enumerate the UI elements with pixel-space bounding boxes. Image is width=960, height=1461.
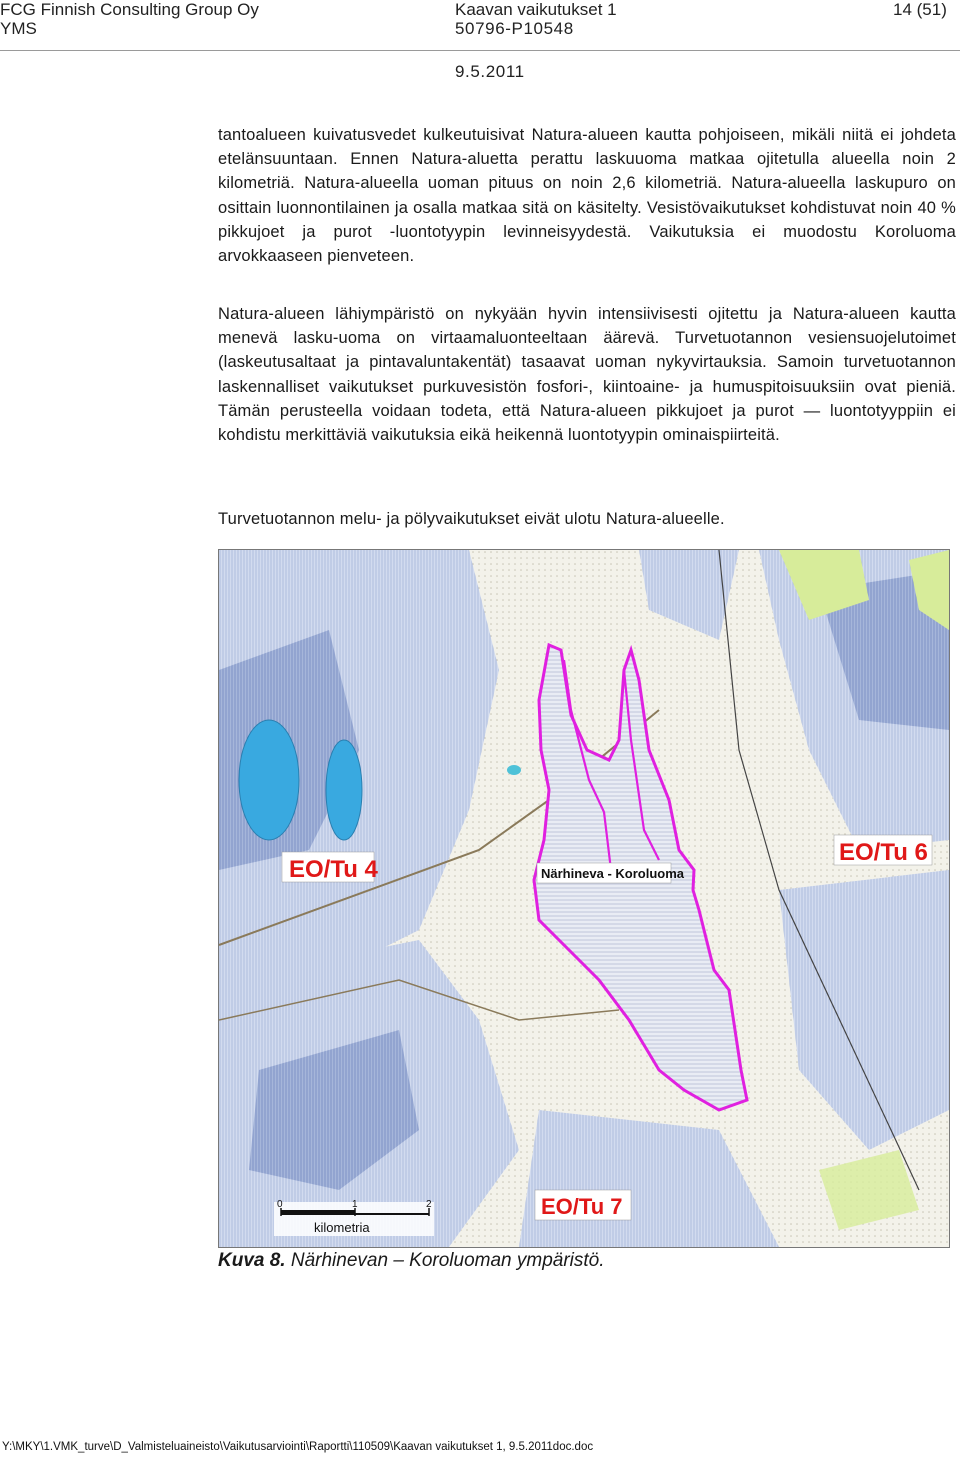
svg-text:EO/Tu 6: EO/Tu 6 — [839, 839, 928, 866]
paragraph-3: Turvetuotannon melu- ja pölyvaikutukset eivät ulotu Natura-alueelle. — [218, 510, 725, 528]
topographic-map — [219, 550, 949, 1247]
svg-text:2: 2 — [426, 1199, 432, 1210]
svg-text:EO/Tu 7: EO/Tu 7 — [541, 1194, 623, 1219]
header-report-title: Kaavan vaikutukset 1 — [455, 0, 617, 19]
paragraph-2: Natura-alueen lähiympäristö on nykyään hyvin intensiivisesti ojitettu ja Natura-alueen kautta menevä lasku-uoma on virtaamaluonteeltaan äärevä. Turvetuotannon vesiensuojelutoimet (laskeutusaltaat ja pintavaluntakentät) tasaavat uoman nykyvirtauksia. Samoin turvetuotannon laskennalliset vaikutukset purkuvesistön fosfori-, kiintoaine- ja humuspitoisuuksiin ovat pieniä. Tämän perusteella voidaan todeta, että Natura-alueen pikkujoet ja purot — luontotyyppiin ei kohdistu merkittäviä vaikutuksia eikä heikennä luontotyypin ominaispiirteitä. — [218, 305, 956, 445]
header-project-code: 50796-P10548 — [455, 19, 574, 38]
header-company: FCG Finnish Consulting Group Oy — [0, 0, 259, 19]
svg-text:0: 0 — [277, 1199, 283, 1210]
svg-text:Närhineva - Koroluoma: Närhineva - Koroluoma — [541, 866, 685, 881]
label-eo-tu-7 — [535, 1190, 631, 1220]
caption-text: Närhinevan – Koroluoman ympäristö. — [290, 1250, 605, 1271]
header-rule — [0, 50, 960, 51]
paragraph-1: tantoalueen kuivatusvedet kulkeutuisivat Natura-alueen kautta pohjoiseen, mikäli niitä ei johdeta etelänsuuntaan. Ennen Natura-aluetta perattu laskuuoma matkaa ojitetulla alueella noin 2 kilometriä. Natura-alueella uoman pituus on noin 2,6 kilometriä. Natura-alueella laskupuro on osittain luonnontilainen ja osalla matkaa sitä on käsitelty. Vesistövaikutukset kohdistuvat noin 40 % pikkujoet ja purot -luontotyypin levinneisyydestä. Vaikutuksia ei muodostu Koroluoma arvokkaaseen pienveteen. — [218, 126, 956, 266]
label-eo-tu-4 — [282, 852, 379, 883]
caption-label: Kuva 8. — [218, 1250, 286, 1271]
header-department: YMS — [0, 19, 37, 38]
header-date: 9.5.2011 — [455, 62, 525, 81]
svg-text:1: 1 — [352, 1199, 358, 1210]
footer-file-path: Y:\MKY\1.VMK_turve\D_Valmisteluaineisto\Vaikutusarviointi\Raportti\110509\Kaavan vaikutukset 1, 9.5.2011doc.doc — [2, 1441, 594, 1453]
scale-bar — [274, 1199, 434, 1236]
figure-caption — [218, 1249, 605, 1273]
label-eo-tu-6 — [834, 835, 932, 866]
svg-text:kilometria: kilometria — [314, 1220, 370, 1235]
svg-text:EO/Tu 4: EO/Tu 4 — [289, 856, 378, 883]
header-page-number: 14 (51) — [893, 0, 947, 19]
label-natura-area — [537, 863, 685, 883]
map-figure — [218, 549, 950, 1248]
